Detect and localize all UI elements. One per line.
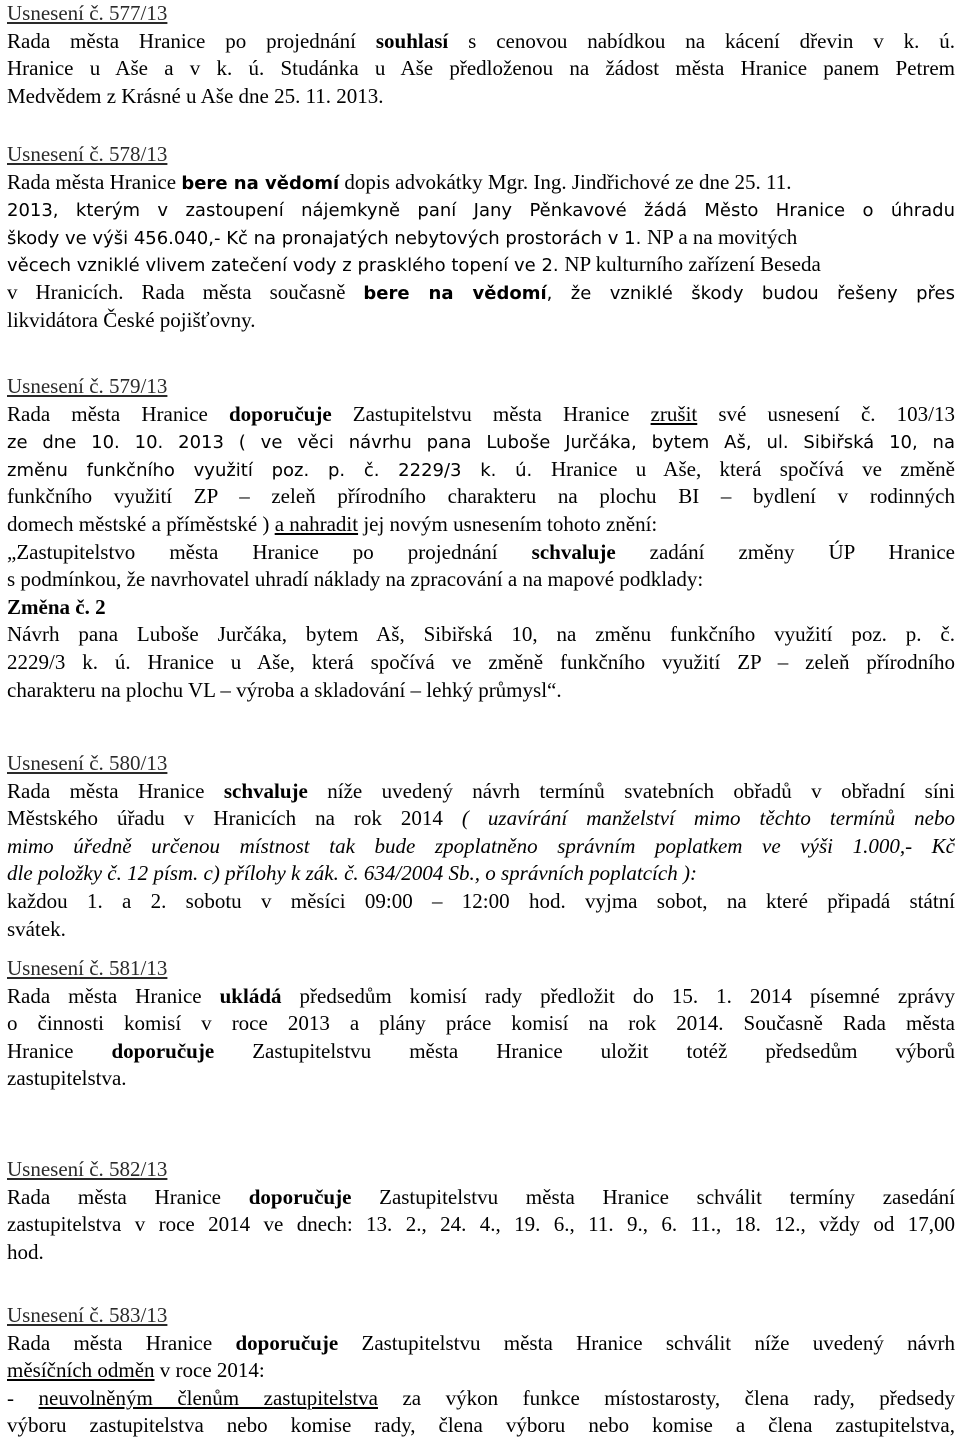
text-span: 2013, kterým v zastoupení nájemkyně paní Jany Pěnkavové žádá Město Hranice o úhradu — [7, 200, 955, 222]
text-line — [7, 55, 955, 83]
resolution-583 — [7, 1302, 955, 1440]
text-line — [7, 1038, 955, 1066]
text-span: - — [7, 1385, 39, 1410]
text-span: Rada města Hranice — [7, 1184, 249, 1209]
bold-text: schvaluje — [531, 539, 616, 564]
text-span: Rada města Hranice — [7, 983, 220, 1008]
text-span: domech městské a příměstské ) — [7, 511, 275, 536]
text-span: Rada města Hranice po projednání — [7, 28, 376, 53]
text-line — [7, 1065, 955, 1093]
resolution-heading: Usnesení č. 578/13 — [7, 142, 168, 166]
text-line — [7, 1211, 955, 1239]
text-span: Zastupitelstvu města Hranice schválit níže uvedený návrh — [338, 1330, 955, 1355]
text-span: Hranice u Aše a v k. ú. Studánka u Aše předloženou na žádost města Hranice panem Petrem — [7, 56, 955, 81]
bold-text: souhlasí — [375, 28, 449, 53]
resolution-579 — [7, 373, 955, 704]
resolution-heading: Usnesení č. 579/13 — [7, 374, 168, 398]
text-span: předsedům komisí rady předložit do 15. 1. 2014 písemné zprávy — [281, 983, 955, 1008]
bold-text: doporučuje — [111, 1038, 215, 1063]
text-span: každou 1. a 2. sobotu v měsíci 09:00 – 12:00 hod. vyjma sobot, na které připadá státní — [7, 888, 955, 913]
text-span: ( uzavírání manželství mimo těchto termínů nebo — [461, 806, 955, 831]
text-line — [7, 307, 955, 335]
text-span: , že vzniklé škody budou řešeny přes — [546, 282, 955, 304]
text-span: dle položky č. 12 písm. c) přílohy k zák. č. 634/2004 Sb., o správních poplatcích ): — [7, 861, 697, 886]
resolution-580 — [7, 750, 955, 943]
resolution-body — [7, 1330, 955, 1440]
text-span: Zastupitelstvu města Hranice — [331, 401, 651, 426]
text-span: Rada města Hranice — [7, 169, 182, 194]
text-line — [7, 833, 955, 861]
bold-text: doporučuje — [248, 1184, 352, 1209]
text-span: Rada města Hranice — [7, 401, 229, 426]
text-span: v Hranicích. Rada města současně — [7, 279, 364, 304]
text-line — [7, 594, 955, 622]
text-line — [7, 83, 955, 111]
underlined-text: neuvolněným členům zastupitelstva — [38, 1385, 378, 1410]
text-line — [7, 456, 955, 484]
text-span: „Zastupitelstvo města Hranice po projednání — [7, 539, 532, 564]
resolution-body — [7, 778, 955, 944]
resolution-581 — [7, 955, 955, 1093]
bold-text: schvaluje — [223, 778, 308, 803]
text-line — [7, 401, 955, 429]
bold-text: Změna č. 2 — [7, 594, 106, 619]
text-span: výboru zastupitelstva nebo komise rady, člena výboru nebo komise a člena zastupitelstva, — [7, 1413, 955, 1438]
text-span: funkčního využití ZP – zeleň přírodního charakteru na plochu BI – bydlení v rodinných — [7, 484, 955, 509]
text-line — [7, 621, 955, 649]
text-line — [7, 169, 955, 197]
text-line — [7, 428, 955, 456]
text-span: 2229/3 k. ú. Hranice u Aše, která spočívá ve změně funkčního využití ZP – zeleň přírodního — [7, 649, 955, 674]
text-line — [7, 539, 955, 567]
resolution-heading: Usnesení č. 583/13 — [7, 1303, 168, 1327]
text-line — [7, 279, 955, 307]
text-span: Rada města Hranice — [7, 1330, 236, 1355]
text-span: Medvědem z Krásné u Aše dne 25. 11. 2013. — [7, 83, 384, 108]
text-span: charakteru na plochu VL – výroba a skladování – lehký průmysl“. — [7, 677, 562, 702]
text-line — [7, 251, 955, 279]
underlined-text: měsíčních odměn — [7, 1358, 155, 1383]
text-span: zastupitelstva. — [7, 1066, 127, 1091]
text-span: o činnosti komisí v roce 2013 a plány práce komisí na rok 2014. Současně Rada města — [7, 1011, 955, 1036]
text-span: Hranice u Aše, která spočívá ve změně — [550, 456, 955, 481]
text-span: Zastupitelstvu města Hranice schválit termíny zasedání — [351, 1184, 955, 1209]
bold-text: bere na vědomí — [363, 282, 547, 304]
resolution-578 — [7, 141, 955, 334]
text-line — [7, 1330, 955, 1358]
text-line — [7, 860, 955, 888]
text-line — [7, 1412, 955, 1440]
resolution-heading: Usnesení č. 581/13 — [7, 956, 168, 980]
text-span: Návrh pana Luboše Jurčáka, bytem Aš, Sibiřská 10, na změnu funkčního využití poz. p. č. — [7, 622, 955, 647]
text-line — [7, 28, 955, 56]
text-span: škody ve výši 456.040,- Kč na pronajatých nebytových prostorách v 1. — [7, 227, 648, 249]
text-span: svátek. — [7, 916, 66, 941]
text-line — [7, 916, 955, 944]
text-line — [7, 566, 955, 594]
text-span: zastupitelstva v roce 2014 ve dnech: 13. 2., 24. 4., 19. 6., 11. 9., 6. 11., 18. 12., vždy od 17,00 — [7, 1212, 955, 1237]
text-line — [7, 196, 955, 224]
underlined-text: zrušit — [650, 401, 698, 426]
underlined-text: a nahradit — [274, 511, 359, 536]
text-line — [7, 483, 955, 511]
resolution-heading: Usnesení č. 582/13 — [7, 1157, 168, 1181]
text-line — [7, 983, 955, 1011]
text-span: v roce 2014: — [154, 1358, 265, 1383]
text-span: s podmínkou, že navrhovatel uhradí náklady na zpracování a na mapové podklady: — [7, 567, 704, 592]
text-line — [7, 224, 955, 252]
resolution-582 — [7, 1156, 955, 1266]
text-line — [7, 649, 955, 677]
resolution-heading: Usnesení č. 580/13 — [7, 751, 168, 775]
text-line — [7, 1385, 955, 1413]
text-span: změnu funkčního využití poz. p. č. 2229/3 k. ú. — [7, 459, 551, 481]
text-line — [7, 805, 955, 833]
text-span: Městského úřadu v Hranicích na rok 2014 — [7, 806, 462, 831]
text-span: věcech vzniklé vlivem zatečení vody z prasklého topení ve 2. — [7, 255, 565, 277]
text-span: mimo úředně určenou místnost tak bude zpoplatněno správním poplatkem ve výši 1.000,- Kč — [7, 833, 955, 858]
resolution-heading: Usnesení č. 577/13 — [7, 1, 168, 25]
text-line — [7, 778, 955, 806]
text-span: jej novým usnesením tohoto znění: — [358, 511, 658, 536]
resolution-body — [7, 28, 955, 111]
bold-text: doporučuje — [235, 1330, 339, 1355]
resolution-body — [7, 401, 955, 705]
text-line — [7, 1010, 955, 1038]
bold-text: doporučuje — [228, 401, 332, 426]
text-span: hod. — [7, 1239, 44, 1264]
text-span: likvidátora České pojišťovny. — [7, 307, 256, 332]
resolution-body — [7, 1184, 955, 1267]
text-span: Rada města Hranice — [7, 778, 224, 803]
text-span: dopis advokátky Mgr. Ing. Jindřichové ze dne 25. 11. — [339, 169, 792, 194]
text-line — [7, 1184, 955, 1212]
resolution-body — [7, 169, 955, 335]
text-line — [7, 1239, 955, 1267]
text-span: NP a na movitých — [647, 224, 798, 249]
text-line — [7, 1357, 955, 1385]
resolution-body — [7, 983, 955, 1093]
text-span: zadání změny ÚP Hranice — [615, 539, 955, 564]
text-span: níže uvedený návrh termínů svatebních obřadů v obřadní síni — [307, 778, 955, 803]
resolution-577 — [7, 0, 955, 110]
text-line — [7, 511, 955, 539]
bold-text: bere na vědomí — [181, 172, 340, 194]
text-span: své usnesení č. 103/13 — [697, 401, 955, 426]
text-span: NP kulturního zařízení Beseda — [564, 252, 821, 277]
text-line — [7, 677, 955, 705]
text-span: Hranice — [7, 1038, 112, 1063]
text-line — [7, 888, 955, 916]
text-span: Zastupitelstvu města Hranice uložit totéž předsedům výborů — [214, 1038, 955, 1063]
text-span: ze dne 10. 10. 2013 ( ve věci návrhu pana Luboše Jurčáka, bytem Aš, ul. Sibiřská 10, na — [7, 432, 955, 454]
bold-text: ukládá — [219, 983, 282, 1008]
text-span: za výkon funkce místostarosty, člena rady, předsedy — [377, 1385, 955, 1410]
text-span: s cenovou nabídkou na kácení dřevin v k. ú. — [448, 28, 955, 53]
